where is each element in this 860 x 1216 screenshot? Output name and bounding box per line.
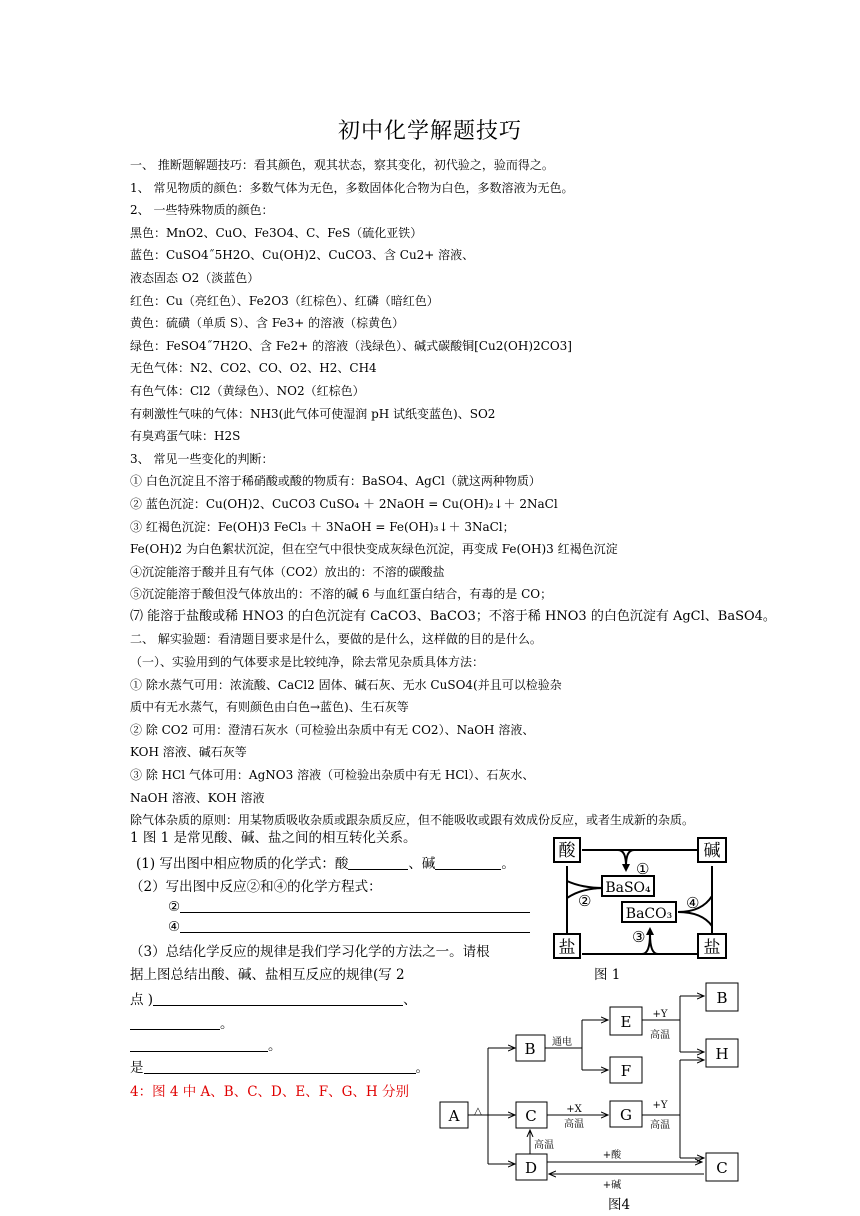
page-title: 初中化学解题技巧 bbox=[337, 119, 522, 144]
node-g-label: G bbox=[620, 1106, 632, 1124]
reaction-1-label: ① bbox=[636, 860, 650, 878]
acid-answer-blank[interactable] bbox=[348, 855, 408, 870]
text-line: ③ 红褐色沉淀：Fe(OH)3 FeCl₃ ＋ 3NaOH = Fe(OH)₃↓＋ 3NaCl； bbox=[130, 519, 515, 534]
q1-heading: 1 图 1 是常见酸、碱、盐之间的相互转化关系。 bbox=[130, 830, 417, 846]
text-line: ② 除 CO2 可用：澄清石灰水（可检验出杂质中有无 CO2）、NaOH 溶液、 bbox=[130, 722, 535, 737]
high-temp-label-3: 高温 bbox=[650, 1120, 670, 1131]
text-line: 无色气体：N2、CO2、CO、O2、H2、CH4 bbox=[130, 361, 377, 376]
q1-part3c bbox=[130, 988, 417, 1008]
body-text bbox=[130, 154, 776, 832]
text-line: 二、 解实验题：看清题目要求是什么，要做的是什么，这样做的目的是什么。 bbox=[130, 632, 542, 647]
node-a-label: A bbox=[448, 1107, 460, 1125]
node-b2-label: B bbox=[716, 989, 728, 1007]
baco3-label: BaCO₃ bbox=[625, 906, 673, 922]
q1-part1-text: (1) 写出图中相应物质的化学式：酸 bbox=[136, 856, 349, 872]
figure-1-caption: 图 1 bbox=[594, 967, 621, 983]
eq2-answer-blank[interactable] bbox=[180, 898, 530, 913]
text-line: 1、 常见物质的颜色：多数气体为无色，多数固体化合物为白色，多数溶液为无色。 bbox=[130, 180, 574, 195]
node-f-label: F bbox=[620, 1062, 632, 1080]
text-line: 红色：Cu（亮红色）、Fe2O3（红棕色）、红磷（暗红色） bbox=[130, 293, 439, 308]
q1-part3f bbox=[130, 1056, 429, 1076]
text-line: 绿色：FeSO4˝7H2O、含 Fe2+ 的溶液（浅绿色）、碱式碳酸铜[Cu2(OH)2CO3] bbox=[130, 338, 572, 353]
q1-part3d-end: 。 bbox=[220, 1016, 234, 1032]
reaction-2-label: ② bbox=[578, 892, 592, 910]
q1-part1-text2: 、碱 bbox=[408, 856, 436, 872]
eq4-answer-blank[interactable] bbox=[180, 918, 530, 933]
text-line: 有臭鸡蛋气味：H2S bbox=[130, 429, 241, 444]
high-temp-label-1: 高温 bbox=[650, 1030, 670, 1041]
node-e-label: E bbox=[620, 1013, 632, 1031]
node-h-label: H bbox=[715, 1045, 729, 1063]
high-temp-label-4: 高温 bbox=[534, 1140, 554, 1151]
plus-x-label: +X bbox=[566, 1104, 582, 1115]
node-c2-label: C bbox=[716, 1159, 728, 1177]
text-line: ③ 除 HCl 气体可用：AgNO3 溶液（可检验出杂质中有无 HCl）、石灰水、 bbox=[130, 768, 535, 783]
text-line: 黄色：硫磺（单质 S）、含 Fe3+ 的溶液（棕黄色） bbox=[130, 316, 405, 331]
base-answer-blank[interactable] bbox=[435, 855, 501, 870]
reaction-4-label: ④ bbox=[686, 894, 700, 912]
text-line: KOH 溶液、碱石灰等 bbox=[130, 745, 247, 760]
text-line: ⑺ 能溶于盐酸或稀 HNO3 的白色沉淀有 CaCO3、BaCO3；不溶于稀 HNO3 的白色沉淀有 AgCl、BaSO4。 bbox=[130, 608, 776, 624]
electrolysis-label: 通电 bbox=[552, 1037, 572, 1048]
text-line: ⑤沉淀能溶于酸但没气体放出的：不溶的碱 6 与血红蛋白结合，有毒的是 CO； bbox=[130, 587, 553, 602]
reaction-3-label: ③ bbox=[632, 928, 646, 946]
salt-left-label: 盐 bbox=[558, 938, 576, 958]
text-line: NaOH 溶液、KOH 溶液 bbox=[130, 790, 265, 805]
figure-1-diagram bbox=[552, 836, 738, 960]
plus-acid-label: +酸 bbox=[602, 1150, 622, 1161]
q1-part1-end: 。 bbox=[501, 856, 515, 872]
text-line: Fe(OH)2 为白色絮状沉淀，但在空气中很快变成灰绿色沉淀，再变成 Fe(OH)3 红褐色沉淀 bbox=[130, 542, 618, 557]
eq4-label: ④ bbox=[168, 919, 181, 935]
plus-y-label-1: +Y bbox=[652, 1009, 668, 1020]
q1-part3d bbox=[130, 1012, 234, 1032]
q1-part3b: 据上图总结出酸、碱、盐相互反应的规律(写 2 bbox=[130, 967, 405, 983]
q1-part3e-end: 。 bbox=[268, 1038, 282, 1054]
q1-eq2 bbox=[168, 898, 530, 915]
high-temp-label-2: 高温 bbox=[564, 1119, 584, 1130]
salt-right-label: 盐 bbox=[703, 938, 721, 958]
q1-eq4 bbox=[168, 918, 530, 935]
text-line: 蓝色：CuSO4˝5H2O、Cu(OH)2、CuCO3、含 Cu2+ 溶液、 bbox=[130, 248, 475, 263]
plus-y-label-2: +Y bbox=[652, 1100, 668, 1111]
baso4-label: BaSO₄ bbox=[605, 880, 651, 896]
node-b-label: B bbox=[524, 1040, 536, 1058]
text-line: （一）、实验用到的气体要求是比较纯净，除去常见杂质具体方法： bbox=[130, 655, 485, 670]
text-line: 黑色：MnO2、CuO、Fe3O4、C、FeS（硫化亚铁） bbox=[130, 225, 423, 240]
question-4-text: 4：图 4 中 A、B、C、D、E、F、G、H 分别 bbox=[130, 1084, 409, 1100]
q1-part1 bbox=[136, 852, 515, 872]
text-line: 质中有无水蒸气，有则颜色由白色→蓝色)、生石灰等 bbox=[130, 700, 409, 715]
q1-part3e bbox=[130, 1034, 282, 1054]
rule4-answer-blank[interactable] bbox=[144, 1059, 416, 1074]
q1-part3c-text: 点 ) bbox=[130, 992, 154, 1008]
text-line: 2、 一些特殊物质的颜色： bbox=[130, 203, 274, 218]
text-line: 液态固态 O2（淡蓝色） bbox=[130, 270, 260, 285]
rule1-answer-blank[interactable] bbox=[153, 991, 403, 1006]
rule3-answer-blank[interactable] bbox=[130, 1037, 268, 1052]
q1-part3: （3）总结化学反应的规律是我们学习化学的方法之一。请根 bbox=[130, 944, 490, 960]
text-line: ① 除水蒸气可用：浓流酸、CaCl2 固体、碱石灰、无水 CuSO4(并且可以检验杂 bbox=[130, 677, 562, 692]
q1-part3c-sep: 、 bbox=[403, 992, 417, 1008]
text-line: 除气体杂质的原则：用某物质吸收杂质或跟杂质反应，但不能吸收或跟有效成份反应，或者生成新的杂质。 bbox=[130, 813, 695, 828]
text-line: ② 蓝色沉淀：Cu(OH)2、CuCO3 CuSO₄ ＋ 2NaOH = Cu(OH)₂↓＋ 2NaCl bbox=[130, 496, 558, 511]
rule2-answer-blank[interactable] bbox=[130, 1015, 220, 1030]
node-d-label: D bbox=[524, 1159, 538, 1177]
q1-part3f-end: 。 bbox=[415, 1060, 429, 1076]
eq2-label: ② bbox=[168, 899, 181, 915]
text-line: 3、 常见一些变化的判断： bbox=[130, 451, 274, 466]
figure-4-caption: 图4 bbox=[608, 1197, 631, 1213]
plus-base-label: +碱 bbox=[602, 1180, 622, 1191]
base-label: 碱 bbox=[703, 841, 721, 861]
node-c-label: C bbox=[525, 1107, 537, 1125]
text-line: 一、 推断题解题技巧：看其颜色，观其状态，察其变化，初代验之，验而得之。 bbox=[130, 158, 554, 172]
figure-4-diagram bbox=[430, 980, 760, 1200]
text-line: 有刺激性气味的气体：NH3(此气体可使湿润 pH 试纸变蓝色)、SO2 bbox=[130, 406, 496, 421]
q1-part2: （2）写出图中反应②和④的化学方程式： bbox=[130, 879, 382, 895]
text-line: ④沉淀能溶于酸并且有气体（CO2）放出的：不溶的碳酸盐 bbox=[130, 564, 445, 579]
acid-label: 酸 bbox=[558, 841, 576, 861]
q1-part3f-text: 是 bbox=[130, 1060, 144, 1076]
text-line: 有色气体：Cl2（黄绿色）、NO2（红棕色） bbox=[130, 383, 365, 398]
text-line: ① 白色沉淀且不溶于稀硝酸或酸的物质有：BaSO4、AgCl（就这两种物质） bbox=[130, 474, 541, 489]
heat-triangle-label: △ bbox=[474, 1106, 482, 1117]
